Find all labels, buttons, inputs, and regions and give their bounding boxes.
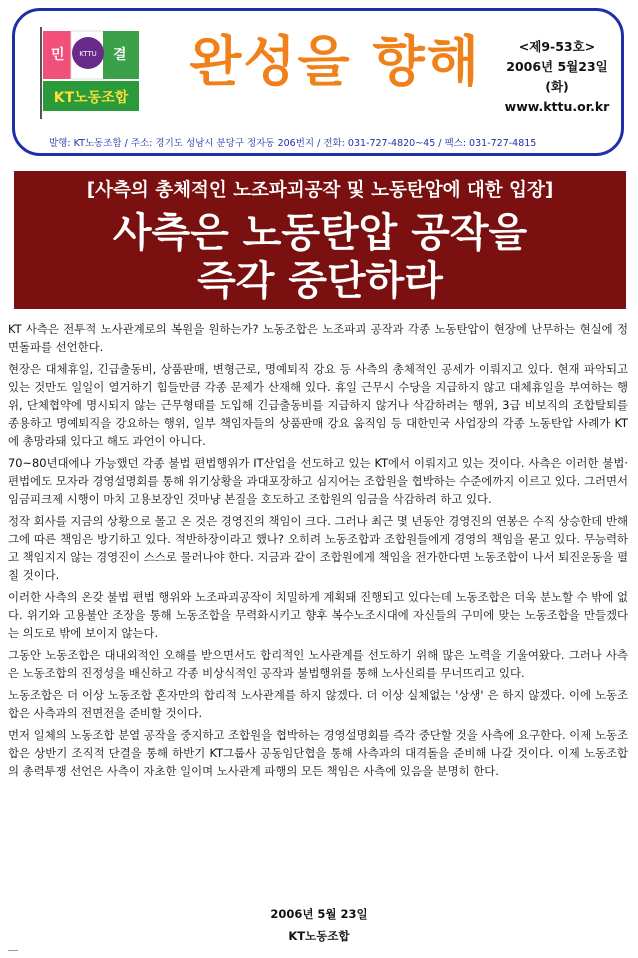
- signature-organization: KT노동조합: [288, 929, 350, 943]
- issue-number: <제9-53호>: [518, 39, 596, 54]
- article-body: [8, 320, 628, 784]
- banner-subtitle: [사측의 총체적인 노조파괴공작 및 노동탄압에 대한 입장]: [86, 180, 554, 201]
- paragraph: 먼저 일체의 노동조합 분열 공작을 중지하고 조합원을 협박하는 경영설명회를 즉각 중단할 것을 사측에 요구한다. 이제 노동조합은 상반기 조직적 단결을 통해 하반기 KT그룹사 공동임단협을 통해 사측과의 대격돌을 준비해 나갈 것이다. 이제 노동조합의 총력투쟁 선언은 사측이 자초한 일이며 노사관계 파행의 모든 책임은 사측에 있음을 분명히 한다.: [8, 728, 628, 778]
- headline-line-1: 사측은 노동탄압 공작을: [112, 210, 528, 256]
- paragraph: 정작 회사를 지금의 상황으로 몰고 온 것은 경영진의 책임이 크다. 그러나 최근 몇 년동안 경영진의 연봉은 수직 상승한데 반해 그에 따른 책임은 방기하고 있다. 적반하장이라고 했나? 오히려 노동조합과 조합원들에게 경영의 책임을 묻고 있다. 무능력하고 책임지지 않는 경영진이 스스로 물러나야 한다. 지금과 같이 조합원에게 책임을 전가한다면 노동조합이 나서 퇴진운동을 펼칠 것이다.: [8, 514, 628, 582]
- website-link[interactable]: www.kttu.or.kr: [504, 99, 610, 114]
- headline-line-2: 즉각 중단하라: [197, 258, 443, 304]
- issue-info: [495, 37, 619, 117]
- kttu-flag-logo: [31, 23, 143, 121]
- flag-right-text: 결: [113, 47, 127, 63]
- flag-left-text: 민: [51, 47, 65, 63]
- banner-headline: [14, 209, 626, 305]
- masthead: [12, 8, 624, 156]
- publisher-address: 발행: KT노동조합 / 주소: 경기도 성남시 분당구 정자동 206번지 / 전화: 031-727-4820~45 / 팩스: 031-727-4815: [49, 138, 537, 149]
- paragraph: KT 사측은 전투적 노사관계로의 복원을 원하는가? 노동조합은 노조파괴 공작과 각종 노동탄압이 현장에 난무하는 현실에 정면돌파를 선언한다.: [8, 322, 628, 354]
- paragraph: 노동조합은 더 이상 노동조합 혼자만의 합리적 노사관계를 하지 않겠다. 더 이상 실체없는 '상생' 은 하지 않겠다. 이에 노동조합은 사측과의 전면전을 준비할 것이다.: [8, 688, 628, 720]
- paragraph: 현장은 대체휴일, 긴급출동비, 상품판매, 변형근로, 명예퇴직 강요 등 사측의 총체적인 공세가 이뤄지고 있다. 현재 파악되고 있는 것만도 일일이 열거하기 힘들만큼 각종 문제가 산재해 있다. 휴일 근무시 수당을 지급하지 않고 대체휴일을 부여하는 행위, 단체협약에 명시되지 않는 근무형태를 도입해 긴급출동비를 지급하지 않거나 삭감하려는 행위, 3급 비보직의 조합탈퇴를 종용하고 명예퇴직을 강요하는 행위, 일부 책임자들의 상품판매 강요 움직임 등 대한민국 사업장의 각종 노동탄압 사례가 KT에 총망라돼 있다고 해도 과언이 아니다.: [8, 362, 628, 448]
- paragraph: 70~80년대에나 가능했던 각종 불법 편법행위가 IT산업을 선도하고 있는 KT에서 이뤄지고 있는 것이다. 사측은 이러한 불법·편법에도 모자라 경영설명회를 통해 위기상황을 과대포장하고 심지어는 조합원을 협박하는 수준에까지 이르고 있다. 그러면서 임금피크제 시행이 마치 고용보장인 것마냥 본질을 호도하고 조합원의 임금을 삭감하려 하고 있다.: [8, 456, 628, 506]
- corner-mark: [8, 944, 18, 951]
- paragraph: 이러한 사측의 온갖 불법 편법 행위와 노조파괴공작이 치밀하게 계획돼 진행되고 있다는데 노동조합은 더욱 분노할 수 밖에 없다. 위기와 고용불안 조장을 통해 노동조합을 무력화시키고 향후 복수노조시대에 자신들의 구미에 맞는 노동조합을 만들겠다는 의도로 밖에 보이지 않는다.: [8, 590, 628, 640]
- newsletter-title: 완성을 향해: [189, 30, 481, 93]
- flag-banner-text: KT노동조합: [53, 90, 129, 106]
- signature-date: 2006년 5월 23일: [270, 907, 368, 921]
- emblem-text: KTTU: [79, 50, 97, 58]
- issue-date: 2006년 5월23일(화): [506, 59, 608, 94]
- paragraph: 그동안 노동조합은 대내외적인 오해를 받으면서도 합리적인 노사관계를 선도하기 위해 많은 노력을 기울여왔다. 그러나 사측은 노동조합의 진정성을 배신하고 각종 비상식적인 공작과 불법행위를 통해 노사신뢰를 무너뜨리고 있다.: [8, 648, 628, 680]
- headline-banner: [14, 171, 626, 309]
